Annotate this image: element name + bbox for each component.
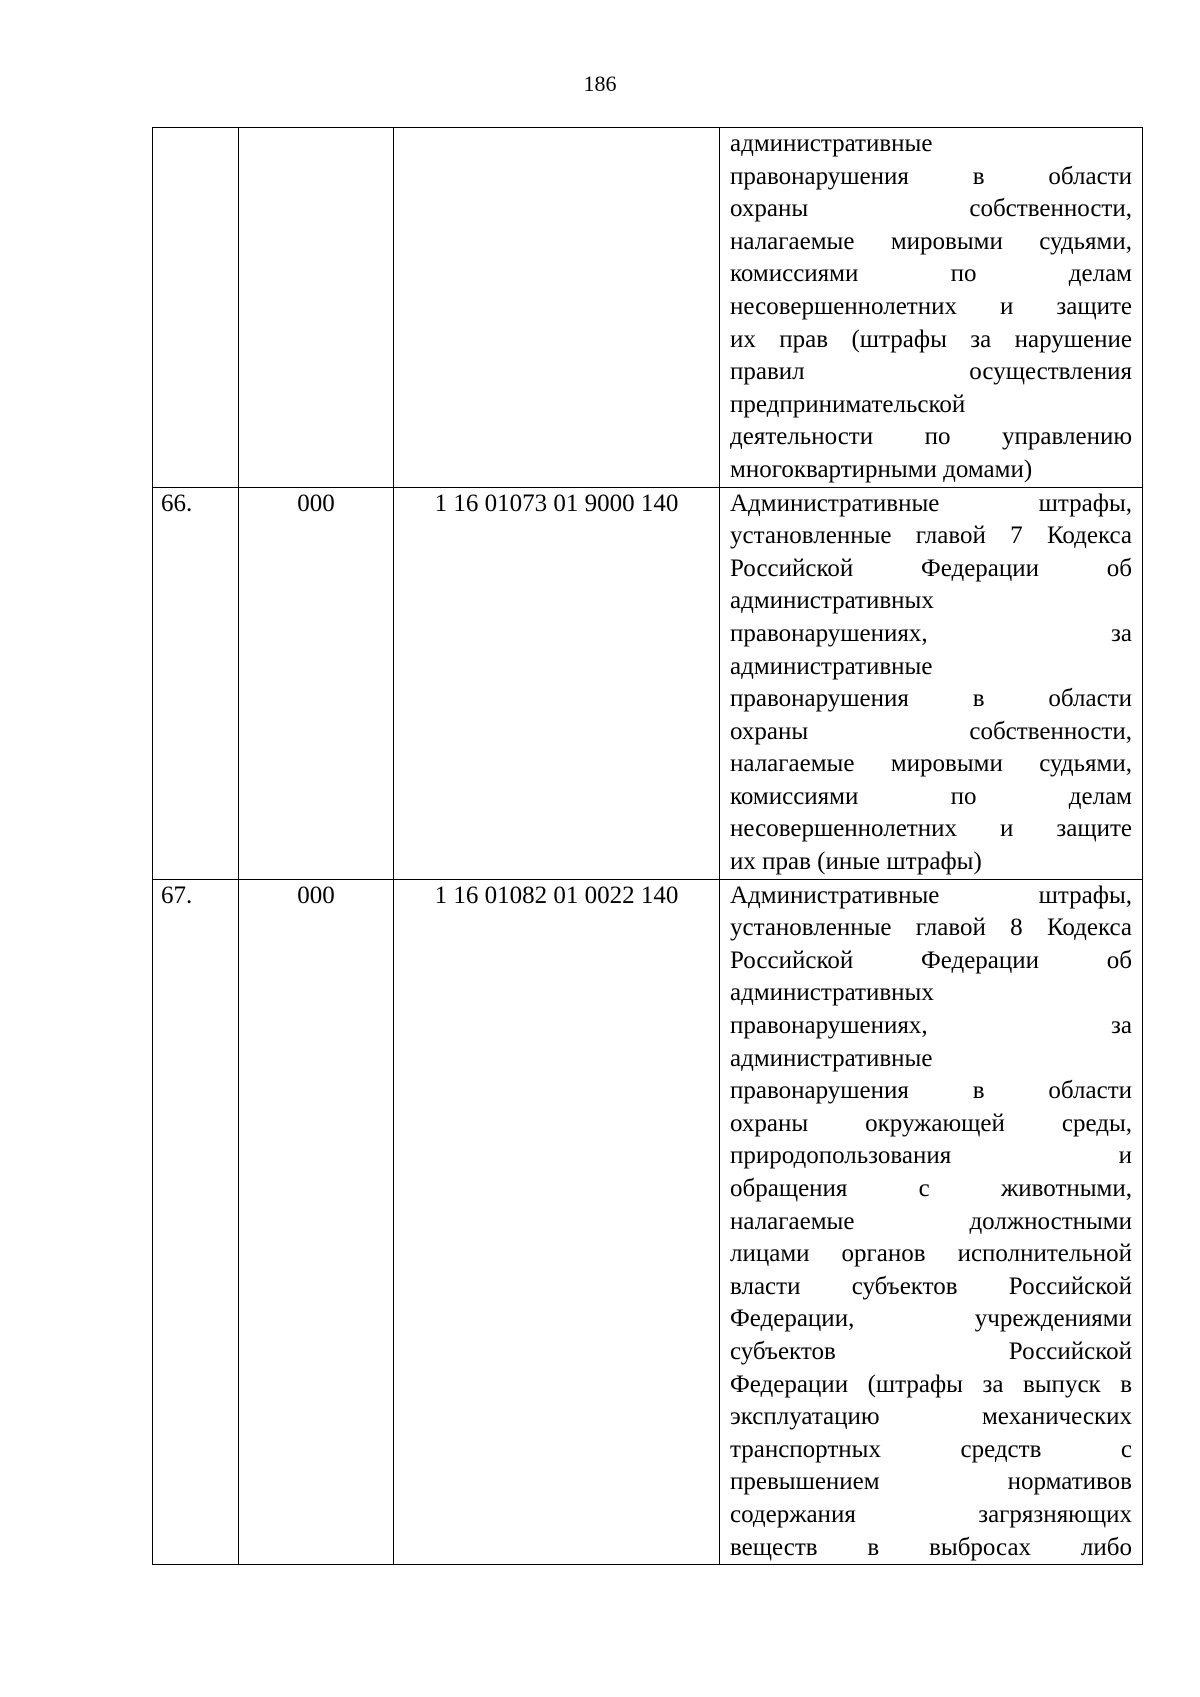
description-line: власти субъектов Российской — [730, 1272, 1132, 1300]
description-cell — [720, 487, 1143, 879]
table-body — [153, 128, 1143, 1565]
description-line: правонарушения в области — [730, 685, 1132, 713]
table-row — [153, 128, 1143, 488]
description-line: многоквартирными домами) — [730, 455, 1033, 483]
page-number: 186 — [583, 71, 617, 96]
description-line: субъектов Российской — [730, 1337, 1132, 1365]
description-line: правонарушения в области — [730, 1077, 1132, 1105]
description-line: налагаемые должностными — [730, 1207, 1132, 1235]
description-line: охраны собственности, — [730, 717, 1132, 745]
row-number-cell: 67. — [153, 879, 239, 1564]
row-number-cell: 66. — [153, 487, 239, 879]
description-line: правонарушения в области — [730, 162, 1132, 190]
description-line: административные — [730, 130, 933, 157]
description-line: несовершеннолетних и защите — [730, 292, 1132, 320]
description-line: административные — [730, 652, 933, 680]
description-line: административных — [730, 979, 934, 1007]
description-line: Российской Федерации об — [730, 554, 1132, 582]
budget-code-cell: 1 16 01073 01 9000 140 — [394, 487, 720, 879]
description-line: установленные главой 7 Кодекса — [730, 522, 1132, 550]
description-line: правил осуществления — [730, 358, 1132, 386]
description-line: административных — [730, 587, 934, 615]
description-line: Административные штрафы, — [730, 881, 1132, 909]
admin-code-cell: 000 — [239, 879, 394, 1564]
description-line: содержания загрязняющих — [730, 1500, 1132, 1528]
description-line: установленные главой 8 Кодекса — [730, 914, 1132, 942]
description-line: деятельности по управлению — [730, 423, 1132, 451]
budget-code-cell — [394, 128, 720, 488]
description-line: налагаемые мировыми судьями, — [730, 227, 1132, 255]
description-line: транспортных средств с — [730, 1435, 1132, 1463]
description-line: охраны собственности, — [730, 195, 1132, 223]
description-cell — [720, 128, 1143, 488]
description-line: Федерации, учреждениями — [730, 1305, 1132, 1333]
description-line: правонарушениях, за — [730, 619, 1132, 647]
table-row — [153, 487, 1143, 879]
description-line: несовершеннолетних и защите — [730, 815, 1132, 843]
description-line: комиссиями по делам — [730, 782, 1132, 810]
admin-code-cell — [239, 128, 394, 488]
row-number-cell — [153, 128, 239, 488]
budget-revenue-table — [152, 127, 1143, 1565]
description-line: налагаемые мировыми судьями, — [730, 750, 1132, 778]
description-line: обращения с животными, — [730, 1175, 1132, 1202]
description-line: их прав (иные штрафы) — [730, 848, 982, 876]
budget-code-cell: 1 16 01082 01 0022 140 — [394, 879, 720, 1564]
admin-code-cell: 000 — [239, 487, 394, 879]
description-line: эксплуатацию механических — [730, 1403, 1132, 1431]
description-line: административные — [730, 1044, 933, 1072]
description-line: комиссиями по делам — [730, 260, 1132, 288]
description-cell — [720, 879, 1143, 1564]
description-line: Российской Федерации об — [730, 946, 1132, 974]
description-line: лицами органов исполнительной — [730, 1240, 1132, 1268]
description-line: их прав (штрафы за нарушение — [730, 325, 1132, 353]
description-line: предпринимательской — [730, 390, 966, 418]
description-line: охраны окружающей среды, — [730, 1109, 1132, 1137]
description-line: природопользования и — [730, 1142, 1132, 1170]
description-line: превышением нормативов — [730, 1468, 1132, 1496]
description-line: правонарушениях, за — [730, 1012, 1132, 1040]
table-row — [153, 879, 1143, 1564]
description-line: Административные штрафы, — [730, 489, 1132, 517]
description-line: веществ в выбросах либо — [730, 1533, 1132, 1561]
description-line: Федерации (штрафы за выпуск в — [730, 1370, 1132, 1398]
